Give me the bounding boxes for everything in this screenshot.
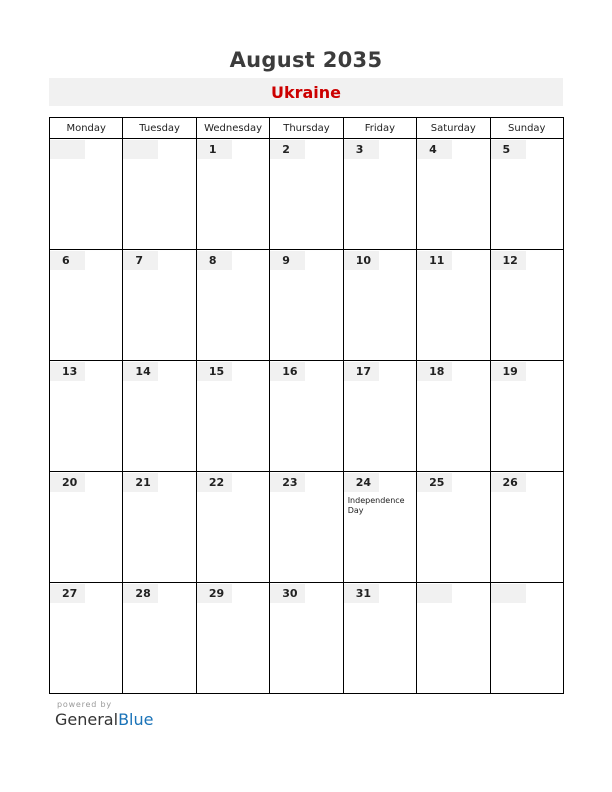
powered-by-text: powered by: [57, 700, 112, 709]
day-number: 6: [50, 251, 85, 270]
calendar-day-cell[interactable]: [343, 583, 416, 694]
day-number: 4: [417, 140, 452, 159]
calendar-week-row: [50, 361, 564, 472]
day-number: 30: [270, 584, 305, 603]
calendar-day-cell[interactable]: [50, 250, 123, 361]
calendar-day-cell[interactable]: [123, 472, 196, 583]
day-number: 2: [270, 140, 305, 159]
day-number: 25: [417, 473, 452, 492]
day-number: 14: [123, 362, 158, 381]
calendar-day-cell[interactable]: [270, 139, 343, 250]
calendar-day-cell[interactable]: [50, 472, 123, 583]
logo-blue-text: Blue: [118, 710, 154, 729]
day-number: 5: [491, 140, 526, 159]
weekday-tuesday: Tuesday: [123, 118, 196, 139]
day-number: 12: [491, 251, 526, 270]
calendar-day-cell[interactable]: [417, 139, 490, 250]
calendar-day-cell[interactable]: [490, 250, 563, 361]
calendar-day-cell[interactable]: [123, 250, 196, 361]
day-number: [491, 584, 526, 603]
day-number: 7: [123, 251, 158, 270]
day-number: 15: [197, 362, 232, 381]
calendar-day-cell[interactable]: [50, 361, 123, 472]
calendar-title: August 2035: [229, 48, 383, 72]
calendar-day-cell[interactable]: [270, 583, 343, 694]
day-number: 11: [417, 251, 452, 270]
day-number: 24: [344, 473, 379, 492]
day-number: 3: [344, 140, 379, 159]
calendar-day-cell[interactable]: [490, 583, 563, 694]
calendar-day-cell[interactable]: [123, 583, 196, 694]
holiday-event: Independence Day: [347, 496, 405, 515]
calendar-day-cell[interactable]: [417, 583, 490, 694]
calendar-grid: [49, 117, 564, 694]
day-number: 20: [50, 473, 85, 492]
calendar-day-cell[interactable]: [196, 583, 269, 694]
calendar-day-cell[interactable]: [196, 250, 269, 361]
calendar-day-cell[interactable]: [50, 583, 123, 694]
calendar-week-row: [50, 583, 564, 694]
day-number: 1: [197, 140, 232, 159]
calendar-day-cell[interactable]: [343, 139, 416, 250]
calendar-day-cell[interactable]: [343, 250, 416, 361]
country-banner: [49, 78, 563, 106]
calendar-day-cell[interactable]: [343, 472, 416, 583]
weekday-monday: Monday: [50, 118, 123, 139]
calendar-day-cell[interactable]: [343, 361, 416, 472]
day-number: 16: [270, 362, 305, 381]
day-number: 28: [123, 584, 158, 603]
day-number: 8: [197, 251, 232, 270]
calendar-week-row: [50, 472, 564, 583]
calendar-week-row: [50, 139, 564, 250]
calendar-day-cell[interactable]: [123, 361, 196, 472]
day-number: 27: [50, 584, 85, 603]
calendar-day-cell[interactable]: [196, 472, 269, 583]
calendar-day-cell[interactable]: [490, 361, 563, 472]
weekday-header-row: [50, 118, 564, 139]
day-number: 18: [417, 362, 452, 381]
logo-general-text: General: [55, 710, 119, 729]
calendar-day-cell[interactable]: [50, 139, 123, 250]
day-number: 9: [270, 251, 305, 270]
generalblue-logo[interactable]: [55, 710, 153, 729]
calendar-day-cell[interactable]: [490, 139, 563, 250]
calendar-day-cell[interactable]: [417, 250, 490, 361]
weekday-sunday: Sunday: [490, 118, 563, 139]
day-number: 13: [50, 362, 85, 381]
calendar-day-cell[interactable]: [270, 250, 343, 361]
day-number: [50, 140, 85, 159]
calendar-day-cell[interactable]: [196, 139, 269, 250]
day-number: 22: [197, 473, 232, 492]
day-number: 26: [491, 473, 526, 492]
day-number: 31: [344, 584, 379, 603]
calendar-week-row: [50, 250, 564, 361]
day-number: 10: [344, 251, 379, 270]
footer: [55, 700, 153, 729]
day-number: [123, 140, 158, 159]
calendar-day-cell[interactable]: [270, 361, 343, 472]
day-number: 23: [270, 473, 305, 492]
weekday-thursday: Thursday: [270, 118, 343, 139]
day-number: 17: [344, 362, 379, 381]
day-number: 21: [123, 473, 158, 492]
country-name: Ukraine: [270, 83, 342, 102]
day-number: [417, 584, 452, 603]
weekday-friday: Friday: [343, 118, 416, 139]
weekday-saturday: Saturday: [417, 118, 490, 139]
calendar-day-cell[interactable]: [490, 472, 563, 583]
weekday-wednesday: Wednesday: [196, 118, 269, 139]
day-number: 29: [197, 584, 232, 603]
calendar-day-cell[interactable]: [417, 472, 490, 583]
day-number: 19: [491, 362, 526, 381]
calendar-day-cell[interactable]: [123, 139, 196, 250]
calendar-day-cell[interactable]: [417, 361, 490, 472]
calendar-day-cell[interactable]: [196, 361, 269, 472]
calendar-day-cell[interactable]: [270, 472, 343, 583]
